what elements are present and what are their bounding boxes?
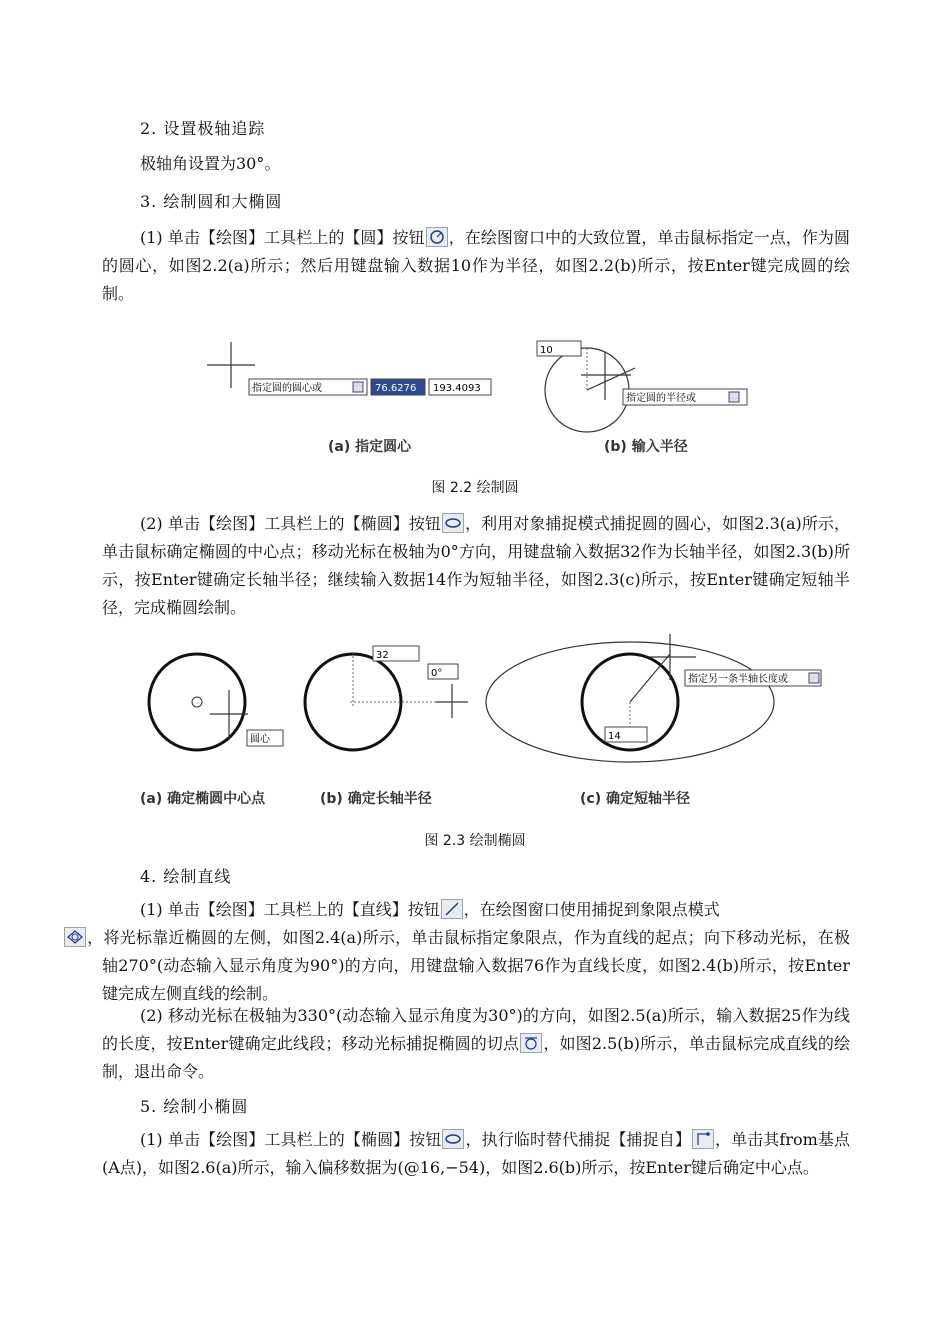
subcaption-2-2-b: (b) 输入半径 xyxy=(604,439,688,455)
radius-input-value: 10 xyxy=(540,345,553,356)
paragraph-draw-line-1 xyxy=(87,896,850,1008)
ellipse-tool-icon xyxy=(442,1129,464,1149)
down-arrow-icon xyxy=(729,392,739,402)
center-snap-marker xyxy=(192,697,202,707)
paragraph-text: (2) 单击【绘图】工具栏上的【椭圆】按钮 xyxy=(140,514,441,533)
paragraph-draw-line-2 xyxy=(102,1002,850,1086)
radius-line-c xyxy=(630,654,670,702)
prompt-text-a: 指定圆的圆心或 xyxy=(252,383,322,394)
figure-caption-2-3: 图 2.3 绘制椭圆 xyxy=(424,833,526,849)
figure-caption-2-2: 图 2.2 绘制圆 xyxy=(431,480,519,496)
subcaption-2-3-c: (c) 确定短轴半径 xyxy=(580,791,690,807)
heading-small-ellipse: 5. 绘制小椭圆 xyxy=(140,1097,249,1116)
heading-circle-ellipse: 3. 绘制圆和大椭圆 xyxy=(140,192,283,211)
down-arrow-icon xyxy=(353,382,363,392)
paragraph-draw-circle xyxy=(102,224,850,308)
heading-draw-lines: 4. 绘制直线 xyxy=(140,867,232,886)
paragraph-draw-ellipse xyxy=(102,510,850,622)
paragraph-text: (2) 移动光标在极轴为330°(动态输入显示角度为30°)的方向，如图2.5(a)所示，输入数据25作为线的长度，按Enter键确定此线段；移动光标捕捉椭圆的切点 xyxy=(102,1006,850,1053)
prompt-text-b: 指定圆的半径或 xyxy=(626,393,696,404)
snap-from-icon xyxy=(692,1129,714,1149)
quadrant-snap-icon xyxy=(64,927,86,947)
subcaption-2-3-a: (a) 确定椭圆中心点 xyxy=(140,791,266,807)
paragraph-text: ，在绘图窗口中的大致位置，单击鼠标指定一点，作为圆的圆心，如图2.2(a)所示；然后用键盘输入数据10作为半径，如图2.2(b)所示，按Enter键完成圆的绘制。 xyxy=(102,228,850,303)
paragraph-text: (1) 单击【绘图】工具栏上的【圆】按钮 xyxy=(140,228,425,247)
tooltip-center-text: 圆心 xyxy=(250,734,270,745)
figure-2-3-drawing xyxy=(140,632,840,782)
input-32-value: 32 xyxy=(376,650,389,661)
paragraph-small-ellipse xyxy=(102,1126,850,1182)
heading-polar-tracking: 2. 设置极轴追踪 xyxy=(140,119,266,138)
prompt-text-c: 指定另一条半轴长度或 xyxy=(688,674,788,685)
paragraph-text: (1) 单击【绘图】工具栏上的【直线】按钮 xyxy=(140,900,440,919)
paragraph-text: ，在绘图窗口使用捕捉到象限点模式 xyxy=(463,900,720,919)
paragraph-text: ，利用对象捕捉模式捕捉圆的圆心，如图2.3(a)所示，单击鼠标确定椭圆的中心点；移动光标在极轴为0°方向，用键盘输入数据32作为长轴半径，如图2.3(b)所示，按Enter键确定长轴半径；继续输入数据14作为短轴半径，如图2.3(c)所示，按Enter键确定短轴半径，完成椭圆绘制。 xyxy=(102,514,850,617)
paragraph-text: ，单击其from基点(A点)，如图2.6(a)所示，输入偏移数据为(@16,−54)，如图2.6(b)所示，按Enter键后确定中心点。 xyxy=(102,1130,850,1177)
paragraph-text: ，如图2.5(b)所示，单击鼠标完成直线的绘制，退出命令。 xyxy=(102,1034,850,1081)
circle-a xyxy=(149,654,245,750)
paragraph-polar-angle: 极轴角设置为30°。 xyxy=(140,154,281,173)
circle-tool-icon xyxy=(426,227,448,247)
subcaption-2-3-b: (b) 确定长轴半径 xyxy=(320,791,432,807)
ellipse-tool-icon xyxy=(442,513,464,533)
angle-value: 0° xyxy=(431,668,443,679)
coord-y-value: 193.4093 xyxy=(433,383,481,394)
line-tool-icon xyxy=(441,899,463,919)
tangent-snap-icon xyxy=(520,1033,542,1053)
subcaption-2-2-a: (a) 指定圆心 xyxy=(328,439,412,455)
paragraph-text: ，执行临时替代捕捉【捕捉自】 xyxy=(465,1130,691,1149)
input-14-value: 14 xyxy=(608,731,621,742)
down-arrow-icon xyxy=(809,673,819,683)
paragraph-text: ，将光标靠近椭圆的左侧，如图2.4(a)所示，单击鼠标指定象限点，作为直线的起点；向下移动光标，在极轴270°(动态输入显示角度为90°)的方向，用键盘输入数据76作为直线长度，如图2.4(b)所示，按Enter键完成左侧直线的绘制。 xyxy=(87,928,850,1003)
paragraph-text: (1) 单击【绘图】工具栏上的【椭圆】按钮 xyxy=(140,1130,442,1149)
coord-x-value: 76.6276 xyxy=(375,383,417,394)
